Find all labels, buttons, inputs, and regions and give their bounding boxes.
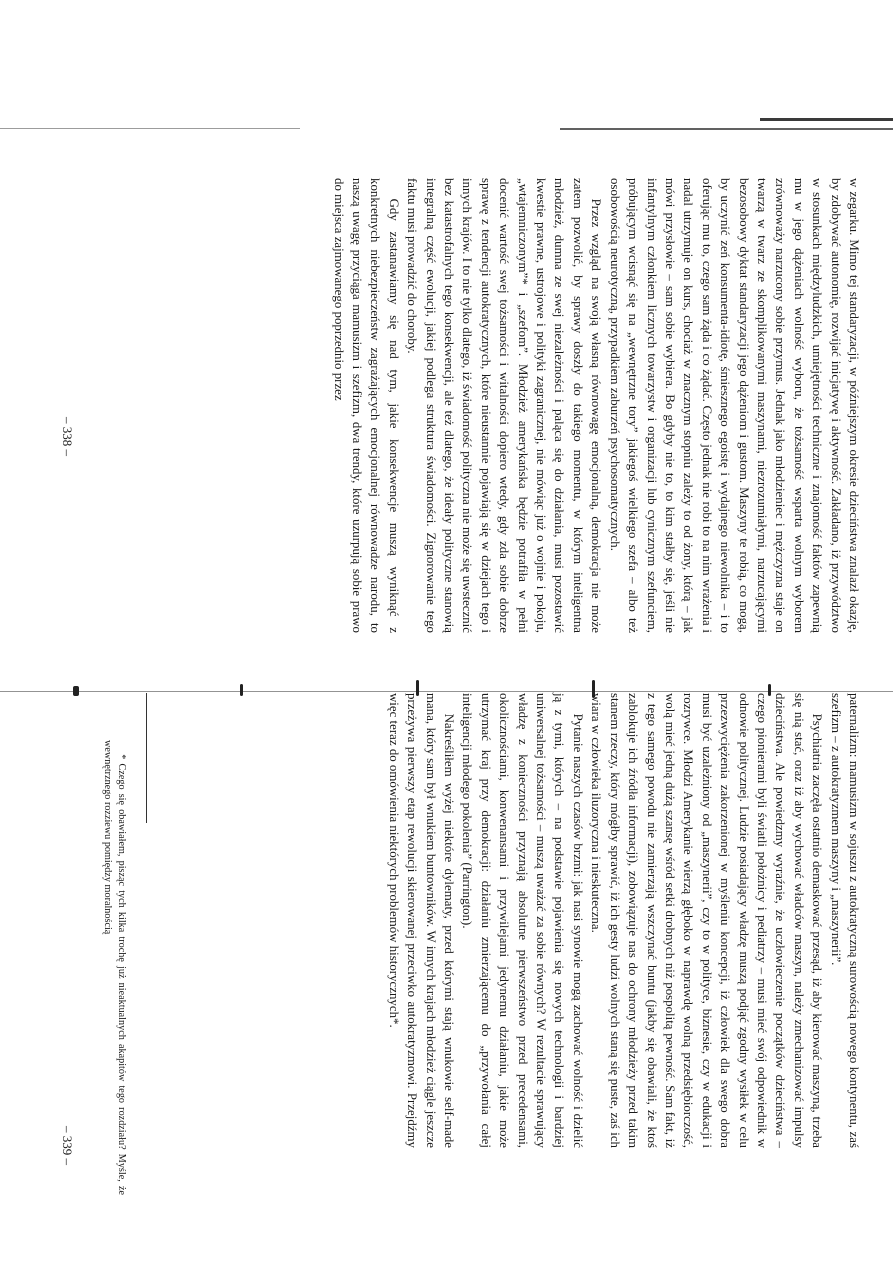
paragraph: w zegarku. Mimo tej standaryzacji, w późniejszym okresie dzieciństwa znalazł okazję, by zdobywać autonomię, rozwijać inicjatywę i aktywność. Zakładano, iż przywództwo w stosunkach międzyludzkich, umiejętności techniczne i znajomość faktów zapewnią mu w jego dążeniach wolność wyboru, że tożsamość wsparta wolnym wyborem zrównoważy narzucony sobie przymus. Jednak jako młodzieniec i mężczyzna staje on twarzą w twarz ze skomplikowanymi maszynami, niezrozumiałymi, narzucającymi bezosobowy dyktat standaryzacji jego dążeniom i gustom. Maszyny te robią, co mogą, by uczynić zeń konsumenta-idiotę, śmiesznego egoistę i wydajnego niewolnika – i to oferując mu to, czego sam żąda i co żądać. Często jednak nie robi to na nim wrażenia i nadal utrzymuje on kurs, chociaż w znacznym stopniu zależy to od żony, którą – jak mówi przysłowie – sam sobie wybiera. Bo gdyby nie to, to kim stałby się, jeśli nie infantylnym członkiem licznych towarzystw i organizacji lub cynicznym szefunciem, próbującym wcisnąć się na „wewnętrzne tory” jakiegoś wielkiego szefa – albo też osobowością neurotyczną, przypadkiem zaburzeń psychosomatycznych. xyxy=(607,178,861,633)
gutter-mark xyxy=(73,686,79,696)
page-338-text-column xyxy=(88,178,863,633)
paragraph: Gdy zastanawiamy się nad tym, jakie konsekwencje muszą wyniknąć z konkretnych niebezpieczeństw zagrażających emocjonalnej równowadze narodu, to naszą uwagę przyciąga mamusizm i szefizm, dwa trendy, które uzurpują sobie prawo do miejsca zajmowanego poprzednio przez xyxy=(331,178,401,633)
paragraph: Przez wzgląd na swoją własną równowagę emocjonalną, demokracja nie może zatem pozwolić, by sprawy doszły do takiego momentu, w którym inteligentna młodzież, dumna ze swej niezależności i paląca się do działania, musi pozostawić kwestie prawne, ustrojowe i polityki zagranicznej, nie mówiąc już o wojnie i pokoju, „wtajemniczonym”* i „szefom”. Młodzież amerykańska będzie potrafiła w pełni docenić wartość swej tożsamości i witalności dopiero wtedy, gdy zda sobie dobrze sprawę z tendencji autokratycznych, które nieustannie pojawiają się w dziejach tego i innych krajów. I to nie tylko dlatego, iż świadomość polityczna nie może się uwstecznić bez katastrofalnych tego konsekwencji, ale też dlatego, że ideały polityczne stanowią integralną część ewolucji, jakiej podlega struktura świadomości. Zignorowanie tego faktu musi prowadzić do choroby. xyxy=(405,178,604,633)
scan-edge-rule xyxy=(0,128,300,129)
paragraph: paternalizm: mamusizm w sojuszu z autokratyczną surowością nowego kontynentu, zaś szefizm – z autokratyzmem maszyny i „maszynerii”. xyxy=(828,693,861,1148)
paragraph: Nakreśliłem wyżej niektóre dylematy, przed którymi stają wnukowie self-made mana, który sam był wnukiem buntowników. W innych krajach młodzież ciągle jeszcze przeżywa pierwszy etap rewolucji skierowanej przeciwko autokratyzmowi. Przejdźmy więc teraz do omówienia niektórych problemów historycznych*. xyxy=(386,693,457,1148)
paragraph: Pytanie naszych czasów brzmi: jak nasi synowie mogą zachować wolność i dzielić ją z tymi, których – na podstawie pojawienia się nowych technologii i bardziej uniwersalnej tożsamości – muszą uważać za sobie równych? W rezultacie sprawujący władzę z konieczności przyznają absolutne pierwszeństwo przed precedensami, okolicznościami, konwenansami i przywilejami jedynemu działaniu, jakie może utrzymać kraj przy demokracji: działaniu zmierzającemu do „przywołania całej inteligencji młodego pokolenia” (Parrington). xyxy=(460,693,585,1148)
page-number-338: – 338 – xyxy=(60,417,75,456)
page-gutter-line xyxy=(0,691,893,692)
gutter-mark xyxy=(240,684,243,696)
footnote-text: * Czego się obawiałem, pisząc tych kilka trochę już nieaktualnych akapitów tego rozdziału? Myśle, że wewnętrznego rozziewu pomiędzy moralnością xyxy=(101,740,127,1195)
footnote-separator xyxy=(146,693,147,823)
scan-edge-rule xyxy=(760,118,893,121)
page-number-339: – 339 – xyxy=(60,1126,75,1165)
page-339-text-column xyxy=(386,693,863,1148)
scan-edge-rule xyxy=(560,128,893,130)
paragraph: Psychiatria zaczęła ostatnio demaskować przesąd, iż aby kierować maszyną, trzeba się nią stać, oraz iż aby wychować władców maszyn, należy zmechanizować impulsy dzieciństwa. Ale powiedzmy wyraźnie, że uczłowieczenie początków dzieciństwa – czego pionierami byli światli położnicy i pediatrzy – musi mieć swój odpowiednik w odnowie politycznej. Ludzie posiadający władzę muszą podjąć zgodny wysiłek w celu przezwyciężenia zakorzenionej w myśleniu koncepcji, iż człowiek dla swego dobra musi być uzależniony od „maszynerii”, czy to w polityce, biznesie, czy w edukacji i rozrywce. Młodzi Amerykanie wierzą głęboko w naprawdę wolną przedsiębiorczość, wolą mieć jedną dużą szansę wśród setki drobnych niż pospolitą pewność. Sam fakt, iż z tego samego powodu nie zamierzają wszczynać buntu (jakby się obawiali, że ktoś zablokuje ich źródła informacji), zobowiązuje nas do ochrony młodzieży przed takim stanem rzeczy, który mógłby sprawić, iż ich gesty ludzi wolnych staną się puste, zaś ich wiara w człowieka iluzoryczna i nieskuteczna. xyxy=(589,693,825,1148)
